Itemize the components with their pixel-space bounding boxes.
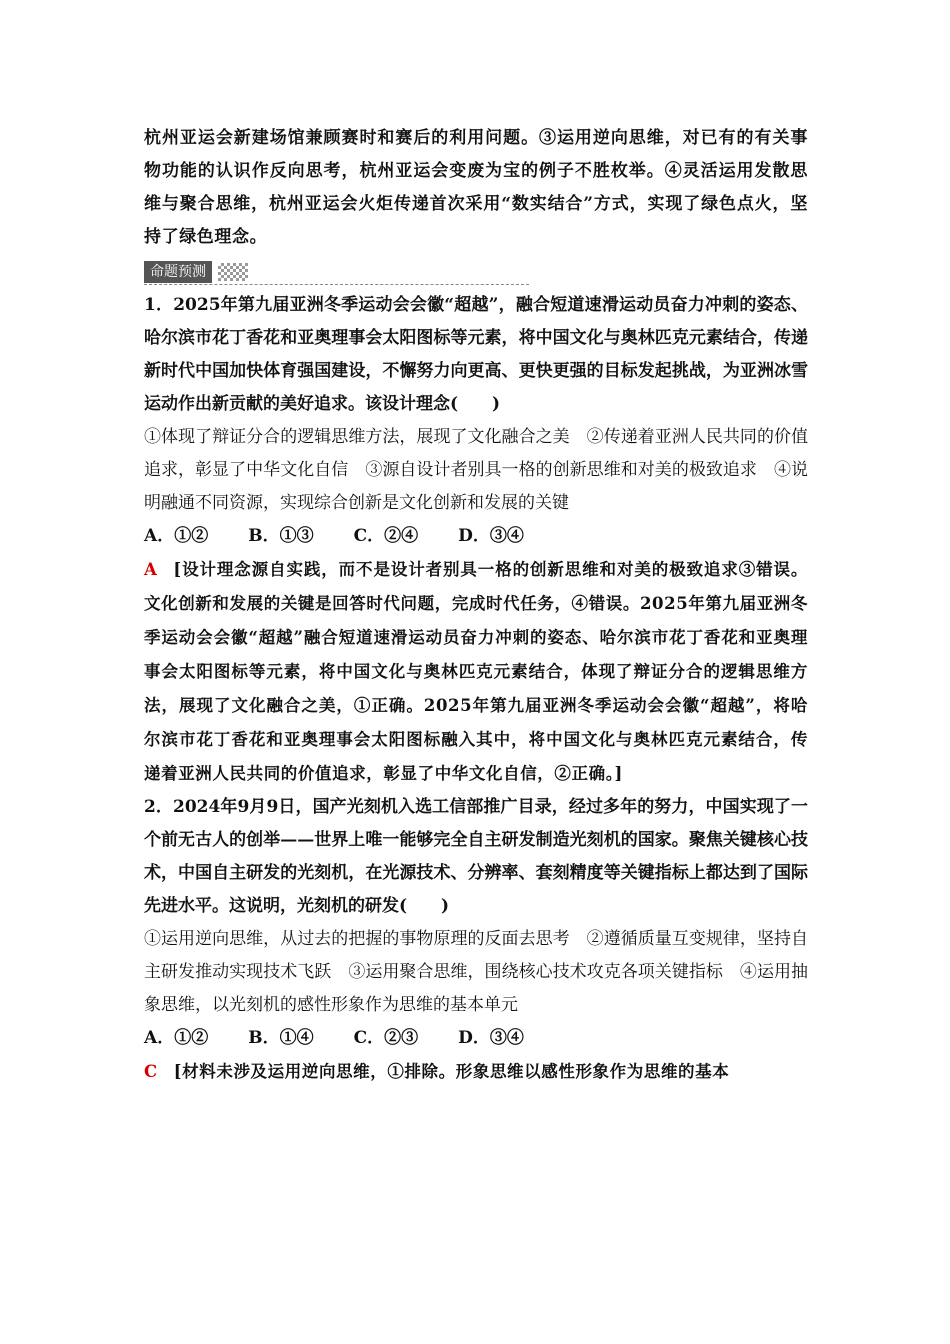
question-1-explanation: [设计理念源自实践，而不是设计者别具一格的创新思维和对美的极致追求③错误。文化创新和发展的关键是回答时代问题，完成时代任务，④错误。2025年第九届亚洲冬季运动会会徽“超越”融合短道速滑运动员奋力冲刺的姿态、哈尔滨市花丁香花和亚奥理事会太阳图标等元素，将中国文化与奥林匹克元素结合，体现了辩证分合的逻辑思维方法，展现了文化融合之美，①正确。2025年第九届亚洲冬季运动会会徽“超越”，将哈尔滨市花丁香花和亚奥理事会太阳图标融入其中，将中国文化与奥林匹克元素结合，传递着亚洲人民共同的价值追求，彰显了中华文化自信，②正确。] — [144, 560, 808, 783]
option-c: C．②④ — [353, 526, 419, 546]
option-b: B．①④ — [248, 1028, 314, 1048]
option-c: C．②③ — [353, 1028, 419, 1048]
intro-paragraph: 杭州亚运会新建场馆兼顾赛时和赛后的利用问题。③运用逆向思维，对已有的有关事物功能的认识作反向思考，杭州亚运会变废为宝的例子不胜枚举。④灵活运用发散思维与聚合思维，杭州亚运会火炬传递首次采用“数实结合”方式，实现了绿色点火，坚持了绿色理念。 — [144, 128, 808, 247]
question-2-text: 2．2024年9月9日，国产光刻机入选工信部推广目录，经过多年的努力，中国实现了一个前无古人的创举——世界上唯一能够完全自主研发制造光刻机的国家。聚焦关键核心技术，中国自主研发的光刻机，在光源技术、分辨率、套刻精度等关键指标上都达到了国际先进水平。这说明，光刻机的研发( ) — [144, 797, 808, 916]
question-1-explanation-block — [144, 553, 808, 791]
section-header — [144, 260, 529, 285]
option-d: D．③④ — [458, 1028, 524, 1048]
question-1-text: 1．2025年第九届亚洲冬季运动会会徽“超越”，融合短道速滑运动员奋力冲刺的姿态、哈尔滨市花丁香花和亚奥理事会太阳图标等元素，将中国文化与奥林匹克元素结合，传递新时代中国加快体育强国建设，不懈努力向更高、更快更强的目标发起挑战，为亚洲冰雪运动作出新贡献的美好追求。该设计理念( ) — [144, 295, 808, 414]
question-2-answer: C — [144, 1062, 158, 1081]
option-a: A．①② — [144, 526, 209, 546]
question-1-options — [144, 520, 808, 553]
question-2-options — [144, 1022, 808, 1055]
question-1-answer: A — [144, 560, 158, 579]
grid-icon — [218, 263, 248, 281]
question-2-explanation: [材料未涉及运用逆向思维，①排除。形象思维以感性形象作为思维的基本 — [173, 1062, 730, 1081]
section-label: 命题预测 — [144, 261, 212, 283]
question-2-explanation-block — [144, 1055, 808, 1089]
option-d: D．③④ — [458, 526, 524, 546]
option-a: A．①② — [144, 1028, 209, 1048]
question-2-statements: ①运用逆向思维，从过去的把握的事物原理的反面去思考 ②遵循质量互变规律，坚持自主研发推动实现技术飞跃 ③运用聚合思维，围绕核心技术攻克各项关键指标 ④运用抽象思维，以光刻机的感性形象作为思维的基本单元 — [144, 929, 808, 1015]
content-column — [144, 122, 808, 1089]
option-b: B．①③ — [248, 526, 314, 546]
question-2-stem — [144, 791, 808, 923]
question-1-statements: ①体现了辩证分合的逻辑思维方法，展现了文化融合之美 ②传递着亚洲人民共同的价值追求，彰显了中华文化自信 ③源自设计者别具一格的创新思维和对美的极致追求 ④说明融通不同资源，实现综合创新是文化创新和发展的关键 — [144, 427, 808, 513]
question-1-stem — [144, 289, 808, 421]
